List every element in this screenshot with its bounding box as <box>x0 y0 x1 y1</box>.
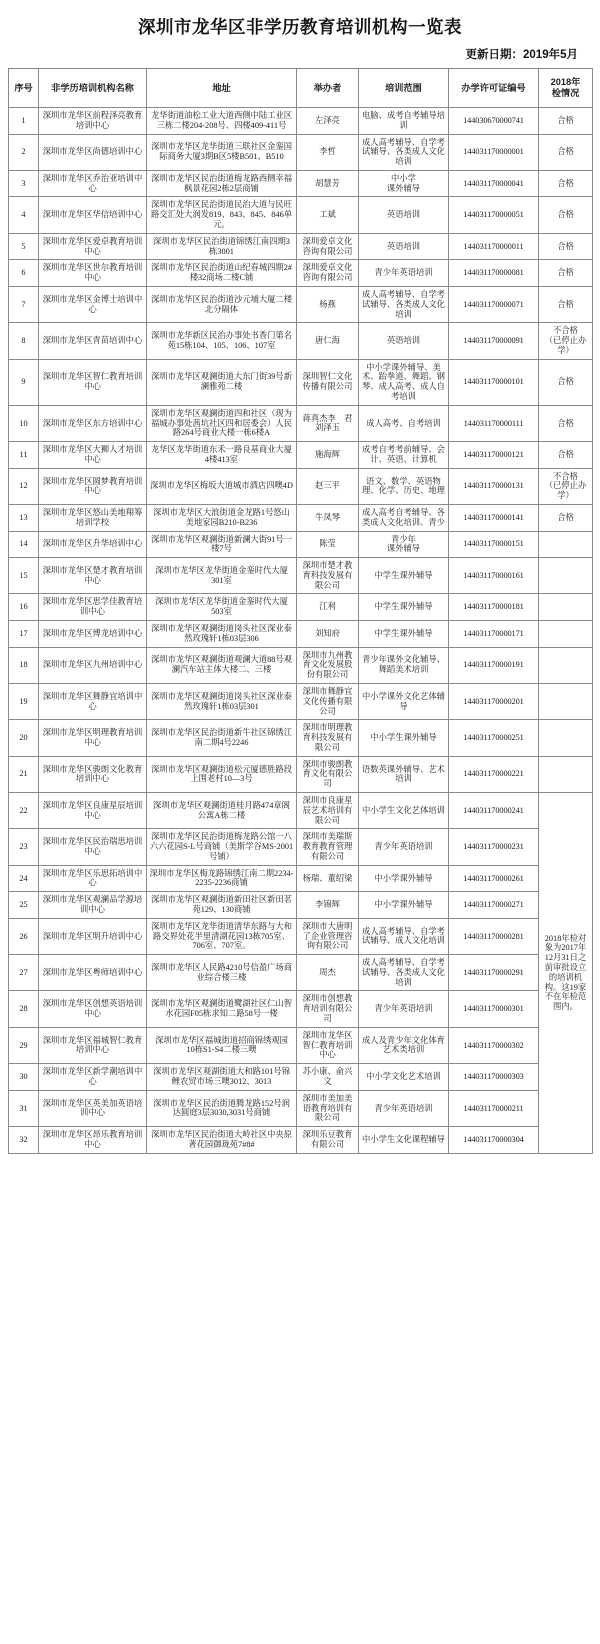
cell-organizer: 赵三平 <box>297 468 359 504</box>
cell-address: 龙华区龙华街道东禾一路良基商业大厦4楼413室 <box>147 442 297 469</box>
cell-index: 10 <box>9 405 39 441</box>
cell-scope: 青少年英语培训 <box>359 829 449 865</box>
cell-annual-check-status: 不合格 （已停止办学） <box>539 323 593 359</box>
table-row <box>9 108 593 135</box>
cell-index: 14 <box>9 531 39 558</box>
column-header-organizer: 举办者 <box>297 69 359 108</box>
cell-annual-check-status: 合格 <box>539 233 593 260</box>
table-row <box>9 442 593 469</box>
table-row <box>9 558 593 594</box>
cell-license: 144031170000291 <box>449 955 539 991</box>
cell-annual-check-status <box>539 531 593 558</box>
table-row <box>9 170 593 197</box>
cell-organizer: 工斌 <box>297 197 359 233</box>
cell-scope: 中学生课外辅导 <box>359 558 449 594</box>
cell-scope: 成人高考、自考培训 <box>359 405 449 441</box>
cell-index: 21 <box>9 756 39 792</box>
cell-address: 深圳市龙华区观澜街道桂月路474章阁公寓A栋二楼 <box>147 792 297 828</box>
table-row <box>9 865 593 892</box>
cell-annual-check-status <box>539 720 593 756</box>
cell-scope: 青少年英语培训 <box>359 260 449 287</box>
cell-name: 深圳市龙华区明升培训中心 <box>39 918 147 954</box>
cell-annual-check-status: 合格 <box>539 197 593 233</box>
cell-index: 28 <box>9 991 39 1027</box>
cell-organizer: 深圳市明理教育科技发展有限公司 <box>297 720 359 756</box>
cell-annual-check-status <box>539 621 593 648</box>
cell-organizer: 苏小康、俞兴文 <box>297 1064 359 1091</box>
cell-scope: 成考自考考前辅导、会计、英语、计算机 <box>359 442 449 469</box>
cell-address: 深圳市龙华区观澜街道岗头社区深业泰然玫瑰轩1栋03层301 <box>147 683 297 719</box>
cell-organizer: 左泽亮 <box>297 108 359 135</box>
cell-license: 144031170000011 <box>449 233 539 260</box>
cell-license: 144031170000271 <box>449 892 539 919</box>
cell-license: 144031170000161 <box>449 558 539 594</box>
table-row <box>9 405 593 441</box>
cell-license: 144031170000141 <box>449 505 539 532</box>
cell-scope: 成人及青少年文化体育艺术类培训 <box>359 1027 449 1063</box>
cell-index: 1 <box>9 108 39 135</box>
table-row <box>9 505 593 532</box>
page-title: 深圳市龙华区非学历教育培训机构一览表 <box>138 17 462 37</box>
cell-license: 144031170000181 <box>449 594 539 621</box>
cell-license: 144031170000001 <box>449 134 539 170</box>
column-header-name: 非学历培训机构名称 <box>39 69 147 108</box>
cell-scope: 中小学课外辅导 <box>359 892 449 919</box>
cell-address: 深圳市龙华新区民治办事处书香门第名苑15栋104、105、106、107室 <box>147 323 297 359</box>
cell-address: 深圳市龙华区大浪街道金龙路1号悠山美地家园B210-B236 <box>147 505 297 532</box>
table-row <box>9 1127 593 1154</box>
cell-annual-check-status: 不合格 （已停止办学） <box>539 468 593 504</box>
cell-annual-check-status <box>539 756 593 792</box>
cell-name: 深圳市龙华区大狮人才培训中心 <box>39 442 147 469</box>
cell-name: 深圳市龙华区尚德培训中心 <box>39 134 147 170</box>
column-header-license: 办学许可证编号 <box>449 69 539 108</box>
cell-organizer: 深圳市大唐明了企业管理咨询有限公司 <box>297 918 359 954</box>
cell-address: 深圳市龙华区福城街道招商锦绣观园 10栋S1-S4二楼三噢 <box>147 1027 297 1063</box>
column-header-scope: 培训范围 <box>359 69 449 108</box>
cell-license: 144031170000121 <box>449 442 539 469</box>
cell-annual-check-status <box>539 558 593 594</box>
cell-name: 深圳市龙华区良康星辰培训中心 <box>39 792 147 828</box>
cell-organizer: 施海辉 <box>297 442 359 469</box>
cell-annual-check-status: 合格 <box>539 359 593 405</box>
cell-name: 深圳市龙华区世尔教育培训中心 <box>39 260 147 287</box>
table-row <box>9 1027 593 1063</box>
cell-license: 144031170000211 <box>449 1090 539 1126</box>
cell-index: 3 <box>9 170 39 197</box>
cell-index: 7 <box>9 286 39 322</box>
cell-address: 深圳市龙华区观澜街道鹭湖社区仁山智水花园F05栋求知二路58号一楼 <box>147 991 297 1027</box>
table-row <box>9 756 593 792</box>
cell-name: 深圳市龙华区创想英语培训中心 <box>39 991 147 1027</box>
cell-license: 144030670000741 <box>449 108 539 135</box>
header-row <box>9 69 593 108</box>
cell-scope: 中学生课外辅导 <box>359 621 449 648</box>
table-row <box>9 359 593 405</box>
cell-index: 17 <box>9 621 39 648</box>
cell-name: 深圳市龙华区升华培训中心 <box>39 531 147 558</box>
cell-address: 深圳市龙华区民治街道沙元埔大厦二楼北分隔体 <box>147 286 297 322</box>
cell-organizer: 胡慧芳 <box>297 170 359 197</box>
cell-name: 深圳市龙华区悠山美地翔筹培训学校 <box>39 505 147 532</box>
cell-scope: 成人高考辅导、自学考试辅导、成人文化培训 <box>359 918 449 954</box>
cell-name: 深圳市龙华区昂乐教育培训中心 <box>39 1127 147 1154</box>
cell-index: 8 <box>9 323 39 359</box>
table-row <box>9 260 593 287</box>
cell-license: 144031170000302 <box>449 1027 539 1063</box>
cell-address: 深圳市龙华区观澜街道观澜大道88号观澜汽车站主体大楼二、三楼 <box>147 647 297 683</box>
cell-address: 深圳市龙华区观澜街道新澜大街91号一楼7号 <box>147 531 297 558</box>
cell-organizer: 杨瑞、董绍梁 <box>297 865 359 892</box>
cell-license: 144031170000191 <box>449 647 539 683</box>
cell-index: 29 <box>9 1027 39 1063</box>
table-row <box>9 683 593 719</box>
cell-address: 深圳市龙华区观澜街道新田社区新田茗苑129、130商铺 <box>147 892 297 919</box>
cell-license: 144031170000304 <box>449 1127 539 1154</box>
cell-index: 6 <box>9 260 39 287</box>
cell-name: 深圳市龙华区民治瑞思培训中心 <box>39 829 147 865</box>
cell-scope: 英语培训 <box>359 233 449 260</box>
table-row <box>9 531 593 558</box>
cell-index: 32 <box>9 1127 39 1154</box>
cell-name: 深圳市龙华区前程泽亮教育培训中心 <box>39 108 147 135</box>
cell-organizer: 深圳市良康星辰艺术培训有限公司 <box>297 792 359 828</box>
column-header-check-line2: 检情况 <box>551 88 580 98</box>
cell-scope: 成人高考辅导、自学考试辅导、各类成人文化培训 <box>359 134 449 170</box>
cell-index: 23 <box>9 829 39 865</box>
cell-annual-check-status: 合格 <box>539 108 593 135</box>
cell-license: 144031170000201 <box>449 683 539 719</box>
cell-index: 11 <box>9 442 39 469</box>
cell-name: 深圳市龙华区楚才教育培训中心 <box>39 558 147 594</box>
cell-organizer: 杨燕 <box>297 286 359 322</box>
cell-name: 深圳市龙华区新学潮培训中心 <box>39 1064 147 1091</box>
cell-name: 深圳市龙华区观澜品学源培训中心 <box>39 892 147 919</box>
table-row <box>9 991 593 1027</box>
cell-scope: 中小学生文化艺体培训 <box>359 792 449 828</box>
cell-index: 15 <box>9 558 39 594</box>
cell-index: 4 <box>9 197 39 233</box>
cell-index: 20 <box>9 720 39 756</box>
cell-license: 144031170000281 <box>449 918 539 954</box>
table-row <box>9 233 593 260</box>
table-row <box>9 323 593 359</box>
cell-name: 深圳市龙华区英美加英语培训中心 <box>39 1090 147 1126</box>
cell-address: 深圳市龙华区观澜街道大东门街39号新澜雅苑二楼 <box>147 359 297 405</box>
cell-annual-check-status <box>539 594 593 621</box>
cell-index: 25 <box>9 892 39 919</box>
cell-organizer: 唐仁海 <box>297 323 359 359</box>
cell-name: 深圳市龙华区九州培训中心 <box>39 647 147 683</box>
cell-name: 深圳市龙华区福城智仁教育培训中心 <box>39 1027 147 1063</box>
cell-license: 144031170000111 <box>449 405 539 441</box>
cell-scope: 中小学生文化课程辅导 <box>359 1127 449 1154</box>
cell-organizer: 江利 <box>297 594 359 621</box>
cell-organizer: 深圳市舞静宜文化传播有限公司 <box>297 683 359 719</box>
cell-scope: 英语培训 <box>359 323 449 359</box>
cell-index: 27 <box>9 955 39 991</box>
cell-name: 深圳市龙华区思学佳教育培训中心 <box>39 594 147 621</box>
table-row <box>9 720 593 756</box>
table-header <box>9 69 593 108</box>
cell-annual-check-status: 合格 <box>539 442 593 469</box>
column-header-check <box>539 69 593 108</box>
cell-address: 深圳市龙华区观澜街道四和社区（现为福城办事处茜坑社区四和居委会）人民路264号商业大楼一栋6楼A <box>147 405 297 441</box>
cell-license: 144031170000303 <box>449 1064 539 1091</box>
cell-name: 深圳市龙华区金博士培训中心 <box>39 286 147 322</box>
cell-name: 深圳市龙华区青苗培训中心 <box>39 323 147 359</box>
table-row <box>9 468 593 504</box>
cell-license: 144031170000251 <box>449 720 539 756</box>
table-row <box>9 792 593 828</box>
cell-organizer: 深圳智仁文化传播有限公司 <box>297 359 359 405</box>
cell-scope: 英语培训 <box>359 197 449 233</box>
cell-scope: 语数英课外辅导、艺术培训 <box>359 756 449 792</box>
cell-annual-check-status: 合格 <box>539 170 593 197</box>
cell-index: 26 <box>9 918 39 954</box>
cell-annual-check-status <box>539 647 593 683</box>
cell-organizer: 深圳乐豆教育有限公司 <box>297 1127 359 1154</box>
cell-scope: 电脑、成考自考辅导培训 <box>359 108 449 135</box>
cell-license: 144031170000231 <box>449 829 539 865</box>
cell-index: 24 <box>9 865 39 892</box>
cell-index: 22 <box>9 792 39 828</box>
cell-annual-check-status: 合格 <box>539 505 593 532</box>
cell-scope: 成人高考辅导、自学考试辅导、各类成人文化培训 <box>359 955 449 991</box>
cell-license: 144031170000261 <box>449 865 539 892</box>
training-institutions-table <box>8 68 593 1154</box>
cell-index: 12 <box>9 468 39 504</box>
cell-address: 深圳市龙华区龙华街道金銮时代大厦503室 <box>147 594 297 621</box>
cell-address: 深圳市龙华区梅龙路锦绣江南二期2234-2235-2236商铺 <box>147 865 297 892</box>
cell-index: 19 <box>9 683 39 719</box>
cell-scope: 青少年英语培训 <box>359 1090 449 1126</box>
cell-address: 深圳市龙华区观澜街道松元厦德胜路段上围老村10—3号 <box>147 756 297 792</box>
cell-license: 144031170000051 <box>449 197 539 233</box>
cell-organizer: 陈莹 <box>297 531 359 558</box>
table-row <box>9 1090 593 1126</box>
cell-address: 深圳市龙华区人民路4210号信盈广场商业综合楼三楼 <box>147 955 297 991</box>
table-row <box>9 1064 593 1091</box>
cell-license: 144031170000041 <box>449 170 539 197</box>
column-header-index: 序号 <box>9 69 39 108</box>
cell-annual-check-status: 合格 <box>539 405 593 441</box>
cell-address: 深圳市龙华区民治街道梅龙路公馆一八六六花园S-L号商铺（美斯学谷MS-2001号铺） <box>147 829 297 865</box>
cell-license: 144031170000081 <box>449 260 539 287</box>
cell-scope: 成人高考自考辅导、各类成人文化培训、青少 <box>359 505 449 532</box>
column-header-address: 地址 <box>147 69 297 108</box>
cell-organizer: 刘知府 <box>297 621 359 648</box>
cell-name: 深圳市龙华区东方培训中心 <box>39 405 147 441</box>
cell-organizer: 深圳市九州教育文化发展股份有限公司 <box>297 647 359 683</box>
table-row <box>9 918 593 954</box>
cell-organizer: 李锦辉 <box>297 892 359 919</box>
cell-organizer: 深圳市楚才教育科技发展有限公司 <box>297 558 359 594</box>
cell-scope: 中小学 课外辅导 <box>359 170 449 197</box>
cell-organizer: 深圳市骏朗教育文化有限公司 <box>297 756 359 792</box>
table-row <box>9 621 593 648</box>
cell-index: 2 <box>9 134 39 170</box>
cell-organizer: 牛凤琴 <box>297 505 359 532</box>
cell-address: 深圳市龙华区观澜街道岗头社区深业泰然玫瑰轩1栋03层306 <box>147 621 297 648</box>
cell-address: 深圳市龙华区民治街道锦绣江南四期3栋3001 <box>147 233 297 260</box>
cell-scope: 成人高考辅导、自学考试辅导、各类成人文化培训 <box>359 286 449 322</box>
cell-scope: 中小学生课外辅导 <box>359 720 449 756</box>
cell-license: 144031170000221 <box>449 756 539 792</box>
table-row <box>9 647 593 683</box>
cell-scope: 中小学文化艺术培训 <box>359 1064 449 1091</box>
cell-name: 深圳市龙华区智仁教育培训中心 <box>39 359 147 405</box>
cell-annual-check-status <box>539 683 593 719</box>
cell-scope: 青少年英语培训 <box>359 991 449 1027</box>
cell-name: 深圳市龙华区明理教育培训中心 <box>39 720 147 756</box>
cell-name: 深圳市龙华区博龙培训中心 <box>39 621 147 648</box>
cell-address: 深圳市龙华区民治街道腾龙路152号润达圆庭3层3030,3031号商铺 <box>147 1090 297 1126</box>
cell-organizer: 深圳市美加美语教育培训有限公司 <box>297 1090 359 1126</box>
table-row <box>9 829 593 865</box>
cell-organizer: 李哲 <box>297 134 359 170</box>
cell-license: 144031170000091 <box>449 323 539 359</box>
column-header-check-line1: 2018年 <box>550 77 581 88</box>
table-row <box>9 197 593 233</box>
cell-scope: 中学生课外辅导 <box>359 594 449 621</box>
cell-index: 5 <box>9 233 39 260</box>
cell-address: 深圳市龙华区梅坂大道城市酒店四噢4D <box>147 468 297 504</box>
cell-address: 深圳市龙华区观湖街道大和路101号锦鲤农贸市场三噢3012、3013 <box>147 1064 297 1091</box>
cell-license: 144031170000151 <box>449 531 539 558</box>
cell-address: 深圳市龙华区龙华街道清华东路与大和路交界处花半里清湖花园13栋705室、706室、707室。 <box>147 918 297 954</box>
table-row <box>9 286 593 322</box>
cell-organizer: 蒋真杰李 君 刘泽玉 <box>297 405 359 441</box>
cell-license: 144031170000101 <box>449 359 539 405</box>
cell-index: 16 <box>9 594 39 621</box>
cell-name: 深圳市龙华区粤师培训中心 <box>39 955 147 991</box>
cell-index: 18 <box>9 647 39 683</box>
cell-name: 深圳市龙华区舞静宜培训中心 <box>39 683 147 719</box>
cell-annual-check-status: 合格 <box>539 260 593 287</box>
table-row <box>9 955 593 991</box>
cell-address: 深圳市龙华区龙华街道金銮时代大厦301室 <box>147 558 297 594</box>
cell-address: 深圳市龙华区民治街道新牛社区锦绣江南二期4号2246 <box>147 720 297 756</box>
cell-scope: 青少年课外文化辅导、舞蹈美术培训 <box>359 647 449 683</box>
table-row <box>9 594 593 621</box>
cell-address: 深圳市龙华区民治街道民治大道与民旺路交汇处大润发819、843、845、846单元。 <box>147 197 297 233</box>
cell-organizer: 深圳市龙华区智仁教育培训中心 <box>297 1027 359 1063</box>
cell-organizer: 深圳爱卓文化咨询有限公司 <box>297 260 359 287</box>
cell-scope: 中小学课外辅导、美术、跆拳道、舞蹈、钢琴、成人高考、成人自考培训 <box>359 359 449 405</box>
cell-index: 9 <box>9 359 39 405</box>
cell-scope: 语文、数学、英语物理、化学、历史、地理 <box>359 468 449 504</box>
cell-address: 龙华街道油松工业大道西侧中陆工业区三栋二楼204-208号、四楼409-411号 <box>147 108 297 135</box>
table-row <box>9 892 593 919</box>
cell-index: 30 <box>9 1064 39 1091</box>
annual-check-scope-note: 2018年检对象为2017年12月31日之前审批设立的培训机构。这19家不在年检范围内。 <box>539 792 593 1153</box>
cell-name: 深圳市龙华区乔治亚培训中心 <box>39 170 147 197</box>
cell-scope: 青少年 课外辅导 <box>359 531 449 558</box>
cell-index: 31 <box>9 1090 39 1126</box>
cell-name: 深圳市龙华区圆梦教育培训中心 <box>39 468 147 504</box>
cell-name: 深圳市龙华区乐思拓培训中心 <box>39 865 147 892</box>
cell-address: 深圳市龙华区民治街道梅龙路西侧幸福枫景花园2栋2层商铺 <box>147 170 297 197</box>
cell-address: 深圳市龙华区民治街道大岭社区中央原著花园御珑苑7#8# <box>147 1127 297 1154</box>
cell-address: 深圳市龙华区龙华街道三联社区金銮国际商务大厦3期B区5楼B501、B510 <box>147 134 297 170</box>
cell-scope: 中小学课外文化艺体辅导 <box>359 683 449 719</box>
cell-license: 144031170000131 <box>449 468 539 504</box>
cell-address: 深圳市龙华区民治街道山纪春城四期2#楼32商场二楼C铺 <box>147 260 297 287</box>
cell-organizer: 深圳爱卓文化咨询有限公司 <box>297 233 359 260</box>
cell-scope: 中小学课外辅导 <box>359 865 449 892</box>
cell-license: 144031170000071 <box>449 286 539 322</box>
cell-name: 深圳市龙华区骏朗文化教育培训中心 <box>39 756 147 792</box>
cell-annual-check-status: 合格 <box>539 286 593 322</box>
cell-organizer: 周杰 <box>297 955 359 991</box>
cell-index: 13 <box>9 505 39 532</box>
cell-license: 144031170000241 <box>449 792 539 828</box>
table-body <box>9 108 593 1154</box>
cell-organizer: 深圳市美瑞斯教育教育管理有限公司 <box>297 829 359 865</box>
cell-annual-check-status: 合格 <box>539 134 593 170</box>
cell-name: 深圳市龙华区爱卓教育培训中心 <box>39 233 147 260</box>
update-date-label: 更新日期：2019年5月 <box>465 49 578 61</box>
cell-license: 144031170000301 <box>449 991 539 1027</box>
cell-name: 深圳市龙华区华信培训中心 <box>39 197 147 233</box>
cell-license: 144031170000171 <box>449 621 539 648</box>
cell-organizer: 深圳市创想教育培训有限公司 <box>297 991 359 1027</box>
table-row <box>9 134 593 170</box>
